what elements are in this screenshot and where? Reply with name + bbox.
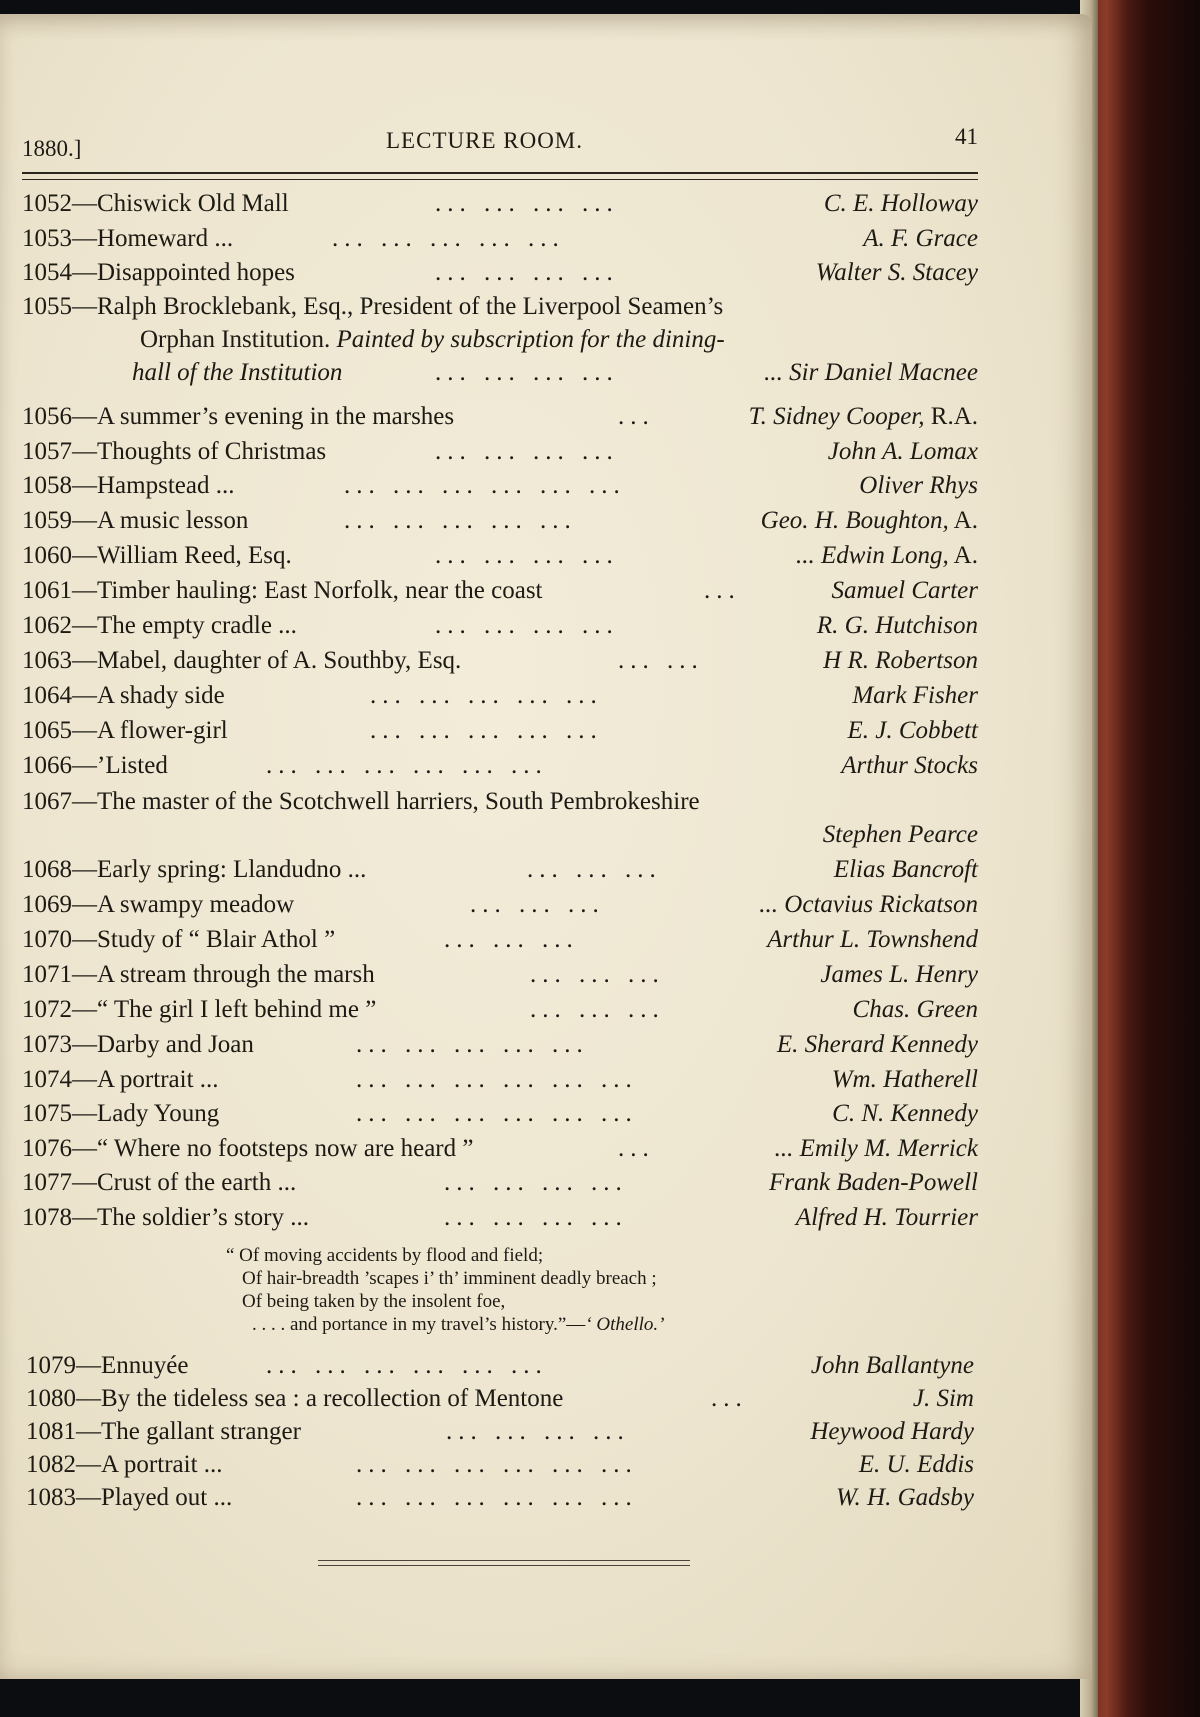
entry-title: 1078—The soldier’s story ... xyxy=(22,1204,310,1231)
entry-number: 1058 xyxy=(22,472,72,499)
entry-1067-artist-line xyxy=(22,821,978,855)
entry-title: 1059—A music lesson xyxy=(22,507,249,534)
entry-artist: John Ballantyne xyxy=(810,1352,974,1379)
footer-rule xyxy=(318,1560,690,1566)
entry-title-text: Study of “ Blair Athol ” xyxy=(97,926,336,953)
entry-title-text: Mabel, daughter of A. Southby, Esq. xyxy=(97,647,462,674)
header-rule xyxy=(22,172,978,180)
entry-title: 1061—Timber hauling: East Norfolk, near the coast xyxy=(22,577,543,604)
entry-artist: ... Octavius Rickatson xyxy=(759,891,978,918)
entry-title: 1060—William Reed, Esq. xyxy=(22,542,292,569)
entry-artist: Elias Bancroft xyxy=(833,856,978,883)
entry-title: 1065—A flower-girl xyxy=(22,717,228,744)
entry-title-text: Ennuyée xyxy=(101,1352,189,1379)
entry-artist: Heywood Hardy xyxy=(810,1418,974,1445)
leader-dots: ... ... ... ... ... xyxy=(344,507,577,534)
header-year: 1880.] xyxy=(22,136,82,161)
entry-artist: E. Sherard Kennedy xyxy=(776,1031,978,1058)
entry-title-text: A shady side xyxy=(97,682,225,709)
catalogue-entry-1065 xyxy=(22,717,978,751)
entry-artist: W. H. Gadsby xyxy=(836,1484,974,1511)
entry-artist: R. G. Hutchison xyxy=(816,612,978,639)
quote-line-1: “ Of moving accidents by flood and field; xyxy=(226,1245,544,1266)
entry-title: 1053—Homeward ... xyxy=(22,225,234,252)
entry-title-text: The empty cradle ... xyxy=(97,612,297,639)
leader-dots: ... ... ... ... ... xyxy=(332,225,565,252)
entry-number: 1083 xyxy=(26,1484,76,1511)
entry-title-text: A stream through the marsh xyxy=(97,961,375,988)
entry-title-text: Thoughts of Christmas xyxy=(97,438,327,465)
entry-title-text: The gallant stranger xyxy=(101,1418,301,1445)
catalogue-entry-1072 xyxy=(22,996,978,1030)
entry-number: 1055 xyxy=(22,293,72,320)
entry-title-text: By the tideless sea : a recollection of Mentone xyxy=(101,1385,564,1412)
leader-dots: ... xyxy=(618,1135,655,1162)
quotation-block xyxy=(226,1244,926,1336)
catalogue-entry-1058 xyxy=(22,472,978,506)
entry-number: 1060 xyxy=(22,542,72,569)
entry-title-text: ’Listed xyxy=(97,752,168,779)
catalogue-entry-1083 xyxy=(26,1484,974,1518)
entry-title-text: William Reed, Esq. xyxy=(97,542,292,569)
catalogue-entry-1074 xyxy=(22,1066,978,1100)
entry-title-text: “ The girl I left behind me ” xyxy=(97,996,377,1023)
entry-title: 1052—Chiswick Old Mall xyxy=(22,190,289,217)
catalogue-entry-1082 xyxy=(26,1451,974,1485)
leader-dots: ... ... ... xyxy=(470,891,605,918)
catalogue-entry-1056 xyxy=(22,403,978,437)
entry-number: 1081 xyxy=(26,1418,76,1445)
catalogue-entry-1055 xyxy=(22,293,978,327)
entry-artist: H R. Robertson xyxy=(823,647,978,674)
entry-number: 1052 xyxy=(22,190,72,217)
quote-line-3: Of being taken by the insolent foe, xyxy=(242,1291,506,1312)
entry-artist: Alfred H. Tourrier xyxy=(795,1204,978,1231)
entry-artist: T. Sidney Cooper, R.A. xyxy=(748,403,978,430)
entry-number: 1082 xyxy=(26,1451,76,1478)
catalogue-entry-1052 xyxy=(22,190,978,224)
leader-dots: ... ... ... ... xyxy=(435,542,619,569)
entry-title: 1062—The empty cradle ... xyxy=(22,612,297,639)
leader-dots: ... ... ... ... ... ... xyxy=(356,1484,638,1511)
entry-title: 1070—Study of “ Blair Athol ” xyxy=(22,926,336,953)
entry-1055-line2 xyxy=(140,326,1000,354)
entry-number: 1071 xyxy=(22,961,72,988)
entry-number: 1076 xyxy=(22,1135,72,1162)
entry-number: 1075 xyxy=(22,1100,72,1127)
leader-dots: ... ... ... ... ... ... xyxy=(266,752,548,779)
entry-number: 1067 xyxy=(22,788,72,815)
catalogue-entry-1066 xyxy=(22,752,978,786)
catalogue-entry-1073 xyxy=(22,1031,978,1065)
entry-number: 1068 xyxy=(22,856,72,883)
entry-title-text: Early spring: Llandudno ... xyxy=(97,856,367,883)
catalogue-entry-1068 xyxy=(22,856,978,890)
entry-note-continued: hall of the Institution xyxy=(132,359,343,386)
catalogue-entry-1076 xyxy=(22,1135,978,1169)
leader-dots: ... ... ... ... ... ... xyxy=(356,1100,638,1127)
leader-dots: ... ... ... ... ... xyxy=(370,682,603,709)
leader-dots: ... ... ... ... xyxy=(444,1169,628,1196)
catalogue-entry-1064 xyxy=(22,682,978,716)
entry-number: 1054 xyxy=(22,259,72,286)
catalogue-entry-1067 xyxy=(22,788,978,822)
entry-artist: Frank Baden-Powell xyxy=(769,1169,978,1196)
entry-artist: Arthur L. Townshend xyxy=(767,926,978,953)
entry-title: 1083—Played out ... xyxy=(26,1484,233,1511)
entry-artist: Walter S. Stacey xyxy=(815,259,978,286)
entry-title-text: Homeward ... xyxy=(97,225,234,252)
leader-dots: ... ... ... ... xyxy=(435,438,619,465)
catalogue-entry-1070 xyxy=(22,926,978,960)
entry-title-text: Timber hauling: East Norfolk, near the coast xyxy=(97,577,543,604)
leader-dots: ... ... ... xyxy=(530,996,665,1023)
catalogue-entry-1057 xyxy=(22,438,978,472)
entry-title: 1058—Hampstead ... xyxy=(22,472,235,499)
entry-title: 1074—A portrait ... xyxy=(22,1066,219,1093)
entry-title: 1079—Ennuyée xyxy=(26,1352,189,1379)
catalogue-entry-1061 xyxy=(22,577,978,611)
leader-dots: ... ... ... ... xyxy=(444,1204,628,1231)
entry-title-text: The master of the Scotchwell harriers, South Pembrokeshire xyxy=(97,788,700,815)
entry-number: 1065 xyxy=(22,717,72,744)
leader-dots: ... ... ... ... xyxy=(435,612,619,639)
entry-title-text: A portrait ... xyxy=(97,1066,219,1093)
entry-number: 1057 xyxy=(22,438,72,465)
entry-title: 1066—’Listed xyxy=(22,752,168,779)
quote-line-4: . . . . and portance in my travel’s history.”—‘ Othello.’ xyxy=(252,1314,665,1335)
entry-number: 1062 xyxy=(22,612,72,639)
entry-title-text: The soldier’s story ... xyxy=(97,1204,310,1231)
entry-artist: ... Emily M. Merrick xyxy=(774,1135,978,1162)
entry-artist: E. J. Cobbett xyxy=(847,717,978,744)
entry-title: 1063—Mabel, daughter of A. Southby, Esq. xyxy=(22,647,462,674)
leader-dots: ... ... ... ... xyxy=(435,359,619,386)
entry-note: Painted by subscription for the dining- xyxy=(336,326,725,353)
entry-title: 1069—A swampy meadow xyxy=(22,891,295,918)
entry-title-text: Ralph Brocklebank, Esq., President of the Liverpool Seamen’s xyxy=(97,293,724,320)
entry-artist: Samuel Carter xyxy=(831,577,978,604)
entry-artist: Wm. Hatherell xyxy=(831,1066,978,1093)
page-header xyxy=(22,110,978,161)
catalogue-entry-1081 xyxy=(26,1418,974,1452)
entry-number: 1053 xyxy=(22,225,72,252)
entry-artist: ... Edwin Long, A. xyxy=(796,542,978,569)
entry-title-text: A swampy meadow xyxy=(97,891,295,918)
entry-title-text: Disappointed hopes xyxy=(97,259,295,286)
catalogue-entry-1075 xyxy=(22,1100,978,1134)
entry-artist: Geo. H. Boughton, A. xyxy=(760,507,978,534)
entry-artist: Mark Fisher xyxy=(852,682,978,709)
entry-title: 1075—Lady Young xyxy=(22,1100,220,1127)
entry-title-text: Hampstead ... xyxy=(97,472,235,499)
entry-title-text: A portrait ... xyxy=(101,1451,223,1478)
leader-dots: ... ... ... ... ... xyxy=(356,1031,589,1058)
quote-attribution: ‘ Othello.’ xyxy=(585,1314,665,1335)
leader-dots: ... ... ... ... xyxy=(435,190,619,217)
entry-number: 1059 xyxy=(22,507,72,534)
leader-dots: ... ... xyxy=(618,647,704,674)
entry-number: 1073 xyxy=(22,1031,72,1058)
catalogue-entry-1060 xyxy=(22,542,978,576)
entry-number: 1063 xyxy=(22,647,72,674)
entry-number: 1066 xyxy=(22,752,72,779)
entry-title-text: A music lesson xyxy=(97,507,249,534)
entry-artist: Stephen Pearce xyxy=(822,821,978,848)
entry-title: 1064—A shady side xyxy=(22,682,225,709)
entry-artist: Oliver Rhys xyxy=(859,472,978,499)
leader-dots: ... ... ... ... ... ... xyxy=(356,1451,638,1478)
entry-title: 1073—Darby and Joan xyxy=(22,1031,254,1058)
leader-dots: ... ... ... ... ... ... xyxy=(266,1352,548,1379)
entry-title-text: Lady Young xyxy=(97,1100,220,1127)
entry-artist: J. Sim xyxy=(912,1385,974,1412)
entry-title-text: A summer’s evening in the marshes xyxy=(97,403,455,430)
catalogue-entry-1079 xyxy=(26,1352,974,1386)
entry-number: 1077 xyxy=(22,1169,72,1196)
entry-title: 1056—A summer’s evening in the marshes xyxy=(22,403,455,430)
catalogue-entry-1059 xyxy=(22,507,978,541)
header-title: LECTURE ROOM. xyxy=(386,128,583,153)
entry-title: 1054—Disappointed hopes xyxy=(22,259,295,286)
book-cover-edge xyxy=(1086,0,1200,1717)
quote-line-2: Of hair-breadth ’scapes i’ th’ imminent deadly breach ; xyxy=(242,1268,657,1289)
leader-dots: ... ... ... ... ... xyxy=(370,717,603,744)
catalogue-entry-1053 xyxy=(22,225,978,259)
entry-number: 1078 xyxy=(22,1204,72,1231)
entry-artist: C. N. Kennedy xyxy=(832,1100,978,1127)
entry-number: 1056 xyxy=(22,403,72,430)
entry-number: 1072 xyxy=(22,996,72,1023)
leader-dots: ... xyxy=(704,577,741,604)
entry-title: 1081—The gallant stranger xyxy=(26,1418,301,1445)
leader-dots: ... ... ... ... xyxy=(435,259,619,286)
entry-title: 1080—By the tideless sea : a recollection of Mentone xyxy=(26,1385,564,1412)
entry-title: 1071—A stream through the marsh xyxy=(22,961,375,988)
leader-dots: ... ... ... ... ... ... xyxy=(344,472,626,499)
entry-number: 1061 xyxy=(22,577,72,604)
leader-dots: ... ... ... ... ... ... xyxy=(356,1066,638,1093)
entry-title: 1068—Early spring: Llandudno ... xyxy=(22,856,367,883)
leader-dots: ... xyxy=(711,1385,748,1412)
document-page xyxy=(0,14,1092,1679)
catalogue-entry-1071 xyxy=(22,961,978,995)
entry-title-text: Darby and Joan xyxy=(97,1031,254,1058)
catalogue-entry-1078 xyxy=(22,1204,978,1238)
entry-title: 1067—The master of the Scotchwell harriers, South Pembrokeshire xyxy=(22,788,700,815)
entry-artist: Arthur Stocks xyxy=(841,752,978,779)
leader-dots: ... ... ... xyxy=(444,926,579,953)
catalogue-entry-1069 xyxy=(22,891,978,925)
catalogue-entry-1080 xyxy=(26,1385,974,1419)
entry-title: 1077—Crust of the earth ... xyxy=(22,1169,297,1196)
entry-artist: E. U. Eddis xyxy=(858,1451,974,1478)
leader-dots: ... xyxy=(618,403,655,430)
entry-title-text: “ Where no footsteps now are heard ” xyxy=(97,1135,474,1162)
entry-number: 1070 xyxy=(22,926,72,953)
entry-1055-line3 xyxy=(22,359,978,393)
entry-title-text: Played out ... xyxy=(101,1484,233,1511)
entry-number: 1079 xyxy=(26,1352,76,1379)
entry-number: 1080 xyxy=(26,1385,76,1412)
entry-number: 1064 xyxy=(22,682,72,709)
entry-title-text: Chiswick Old Mall xyxy=(97,190,289,217)
entry-artist: James L. Henry xyxy=(820,961,978,988)
entry-artist: C. E. Holloway xyxy=(823,190,978,217)
leader-dots: ... ... ... xyxy=(530,961,665,988)
entry-title: 1072—“ The girl I left behind me ” xyxy=(22,996,377,1023)
entry-number: 1074 xyxy=(22,1066,72,1093)
entry-title: 1076—“ Where no footsteps now are heard ” xyxy=(22,1135,474,1162)
leader-dots: ... ... ... xyxy=(527,856,662,883)
entry-artist: ... Sir Daniel Macnee xyxy=(764,359,978,386)
entry-number: 1069 xyxy=(22,891,72,918)
catalogue-entry-1063 xyxy=(22,647,978,681)
entry-title: 1082—A portrait ... xyxy=(26,1451,223,1478)
entry-title: 1055—Ralph Brocklebank, Esq., President of the Liverpool Seamen’s xyxy=(22,293,724,320)
leader-dots: ... ... ... ... xyxy=(446,1418,630,1445)
entry-artist: Chas. Green xyxy=(852,996,978,1023)
entry-title: 1057—Thoughts of Christmas xyxy=(22,438,327,465)
catalogue-entry-1062 xyxy=(22,612,978,646)
entry-title-continued: Orphan Institution. xyxy=(140,326,331,353)
entry-title-text: Crust of the earth ... xyxy=(97,1169,297,1196)
entry-artist: A. F. Grace xyxy=(863,225,978,252)
page-number: 41 xyxy=(955,124,978,149)
catalogue-entry-1077 xyxy=(22,1169,978,1203)
entry-artist: John A. Lomax xyxy=(827,438,978,465)
entry-title-text: A flower-girl xyxy=(97,717,228,744)
catalogue-entry-1054 xyxy=(22,259,978,293)
